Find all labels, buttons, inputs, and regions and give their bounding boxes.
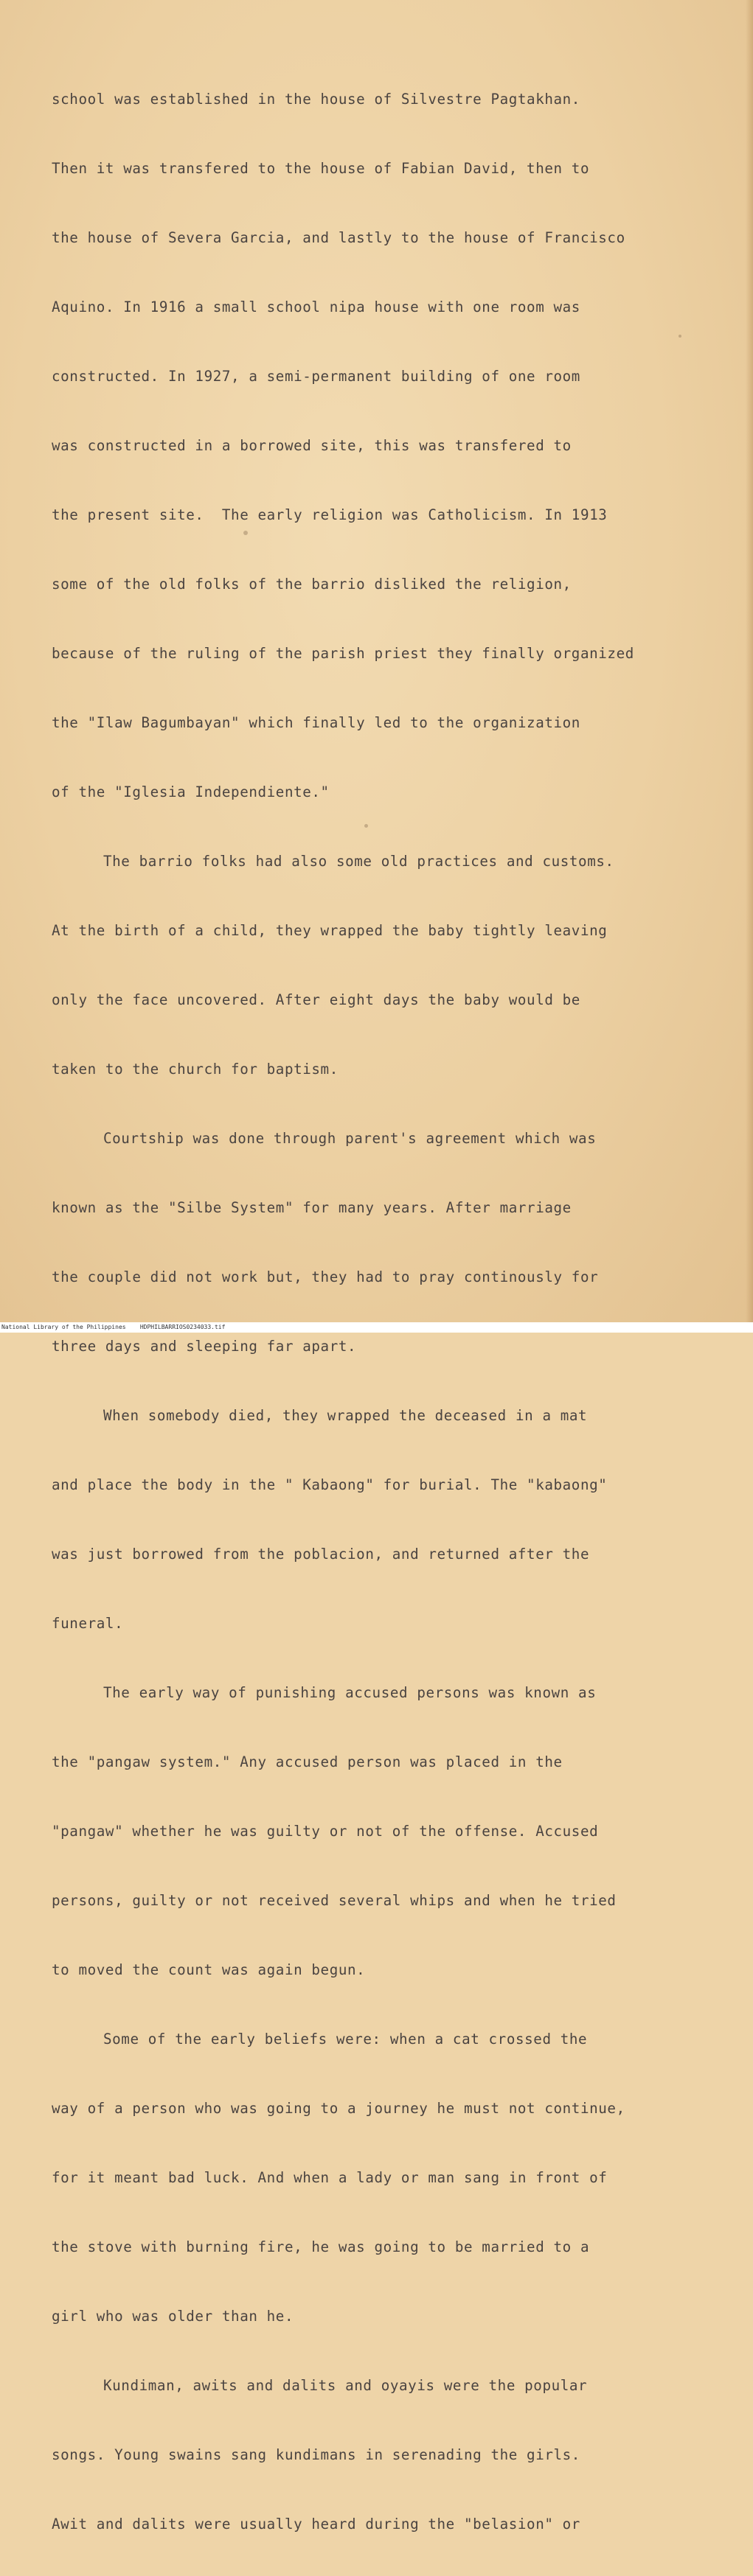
paper-speck	[432, 1002, 436, 1005]
text-line: only the face uncovered. After eight days the baby would be	[52, 991, 580, 1008]
text-line: and place the body in the " Kabaong" for burial. The "kabaong"	[52, 1476, 608, 1493]
text-line: the couple did not work but, they had to pray continously for	[52, 1268, 599, 1285]
text-line: "pangaw" whether he was guilty or not of the offense. Accused	[52, 1823, 599, 1840]
text-line: because of the ruling of the parish priest they finally organized	[52, 645, 634, 662]
text-line: girl who was older than he.	[52, 2308, 294, 2325]
paragraph-first-line: When somebody died, they wrapped the deceased in a mat	[103, 1407, 588, 1424]
text-line: funeral.	[52, 1615, 124, 1632]
scan-footer	[0, 1322, 753, 1333]
paragraph-first-line: The barrio folks had also some old practices and customs.	[103, 853, 614, 870]
text-line: songs. Young swains sang kundimans in serenading the girls.	[52, 2446, 580, 2463]
text-line: the present site. The early religion was Catholicism. In 1913	[52, 506, 608, 523]
text-line: constructed. In 1927, a semi-permanent building of one room	[52, 368, 580, 385]
paper-speck	[445, 647, 448, 652]
text-line: was constructed in a borrowed site, this was transfered to	[52, 437, 572, 454]
paragraph-first-line: The early way of punishing accused persons was known as	[103, 1684, 597, 1701]
text-line: some of the old folks of the barrio disliked the religion,	[52, 576, 572, 593]
text-line: Then it was transfered to the house of Fabian David, then to	[52, 160, 590, 177]
paper-speck	[364, 824, 368, 828]
text-line: the "Ilaw Bagumbayan" which finally led to the organization	[52, 714, 580, 731]
text-line: At the birth of a child, they wrapped the baby tightly leaving	[52, 922, 608, 939]
paragraph-first-line: Kundiman, awits and dalits and oyayis were the popular	[103, 2377, 588, 2394]
paragraph-first-line: Some of the early beliefs were: when a cat crossed the	[103, 2031, 588, 2048]
text-line: taken to the church for baptism.	[52, 1061, 339, 1078]
text-line: way of a person who was going to a journey he must not continue,	[52, 2100, 625, 2117]
text-line: school was established in the house of Silvestre Pagtakhan.	[52, 91, 580, 108]
text-line: for it meant bad luck. And when a lady or man sang in front of	[52, 2169, 608, 2186]
text-line: Awit and dalits were usually heard during the "belasion" or	[52, 2516, 580, 2533]
library-credit: National Library of the Philippines	[1, 1324, 126, 1330]
typewritten-text	[52, 48, 749, 2576]
paper-speck	[679, 335, 681, 338]
paper-speck	[243, 531, 248, 535]
text-line: was just borrowed from the poblacion, and returned after the	[52, 1546, 590, 1563]
text-line: the stove with burning fire, he was going to be married to a	[52, 2238, 590, 2255]
text-line: to moved the count was again begun.	[52, 1961, 366, 1978]
text-line: persons, guilty or not received several whips and when he tried	[52, 1892, 617, 1909]
text-line: known as the "Silbe System" for many years. After marriage	[52, 1199, 572, 1216]
text-line: of the "Iglesia Independiente."	[52, 783, 330, 800]
text-line: the "pangaw system." Any accused person was placed in the	[52, 1753, 563, 1770]
text-line: three days and sleeping far apart.	[52, 1338, 357, 1355]
text-line: Aquino. In 1916 a small school nipa house with one room was	[52, 299, 580, 315]
paragraph-first-line: Courtship was done through parent's agreement which was	[103, 1130, 597, 1147]
text-line: the house of Severa Garcia, and lastly to the house of Francisco	[52, 229, 625, 246]
file-id: HDPHILBARRIOS0234033.tif	[139, 1324, 226, 1330]
